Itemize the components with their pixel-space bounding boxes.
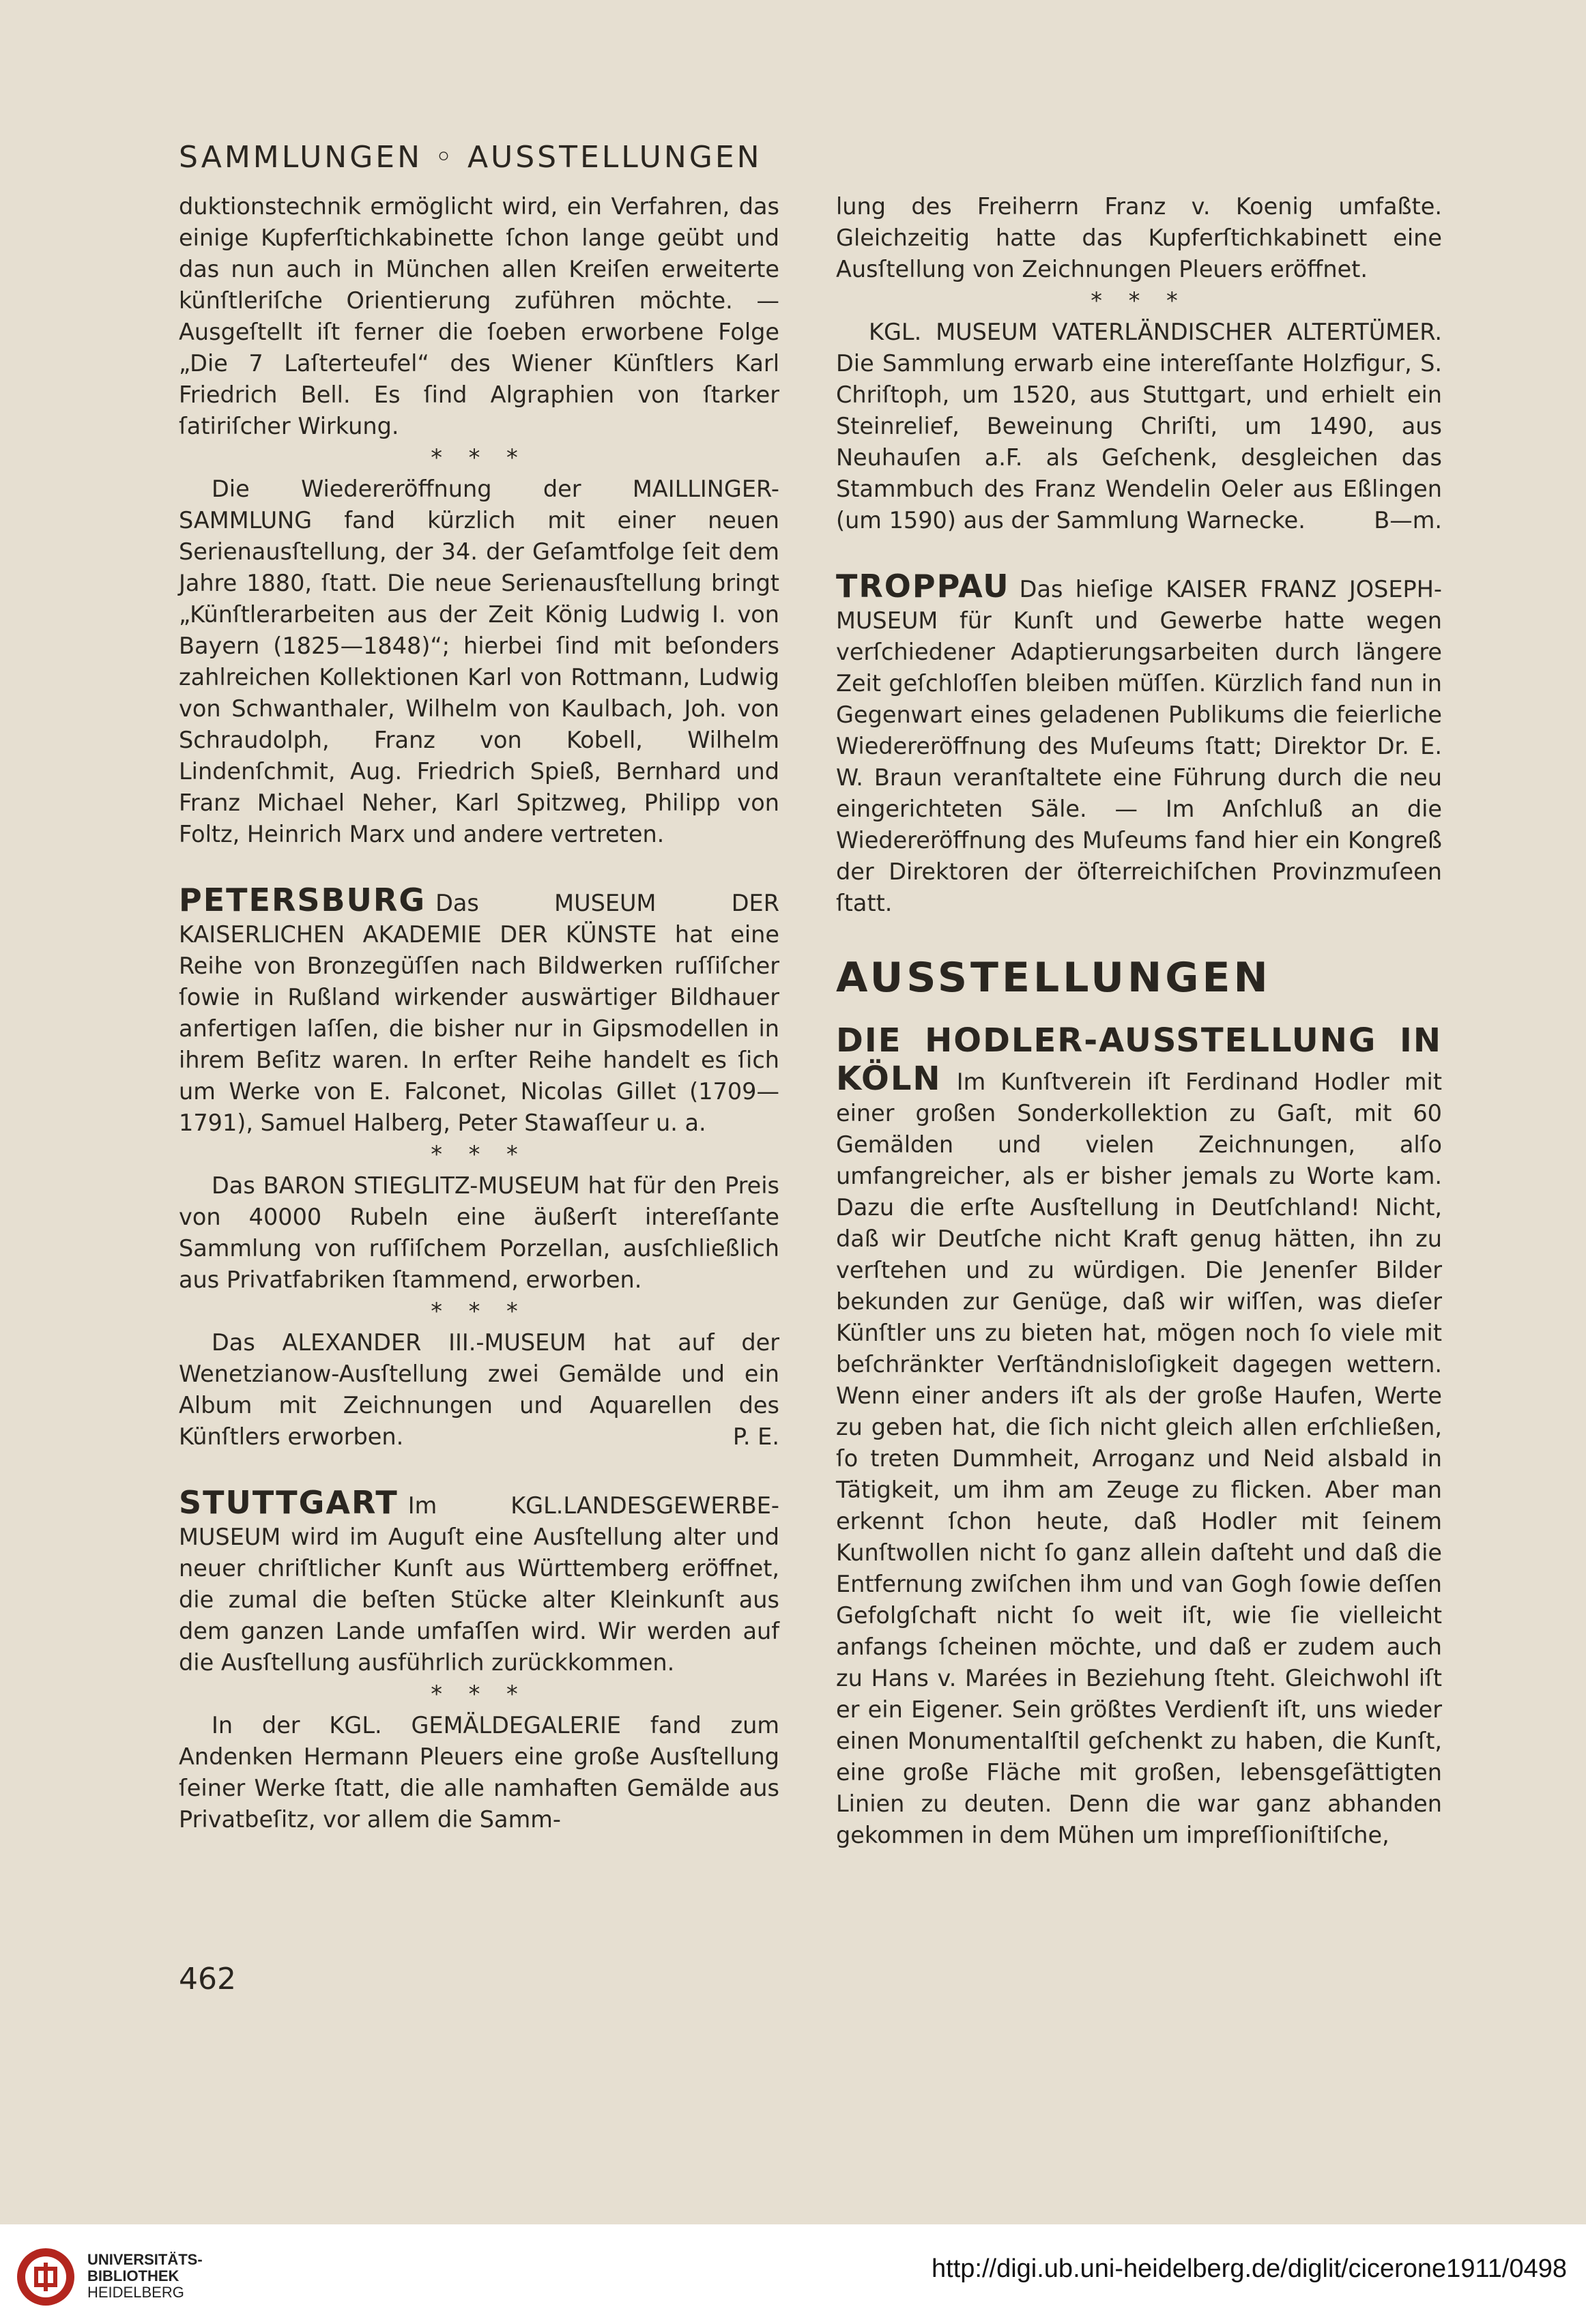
news-item-stuttgart [179,1484,779,1679]
news-text: Im KGL.LANDESGEWERBE-MUSEUM wird im Auguſt eine Ausſtellung alter und neuer chriſtlicher Kunſt aus Württemberg eröffnet, die zumal die beſten Stücke alter Kleinkunſt aus dem ganzen Lande umfaſſen wird. Wir werden auf die Ausſtellung ausführlich zurückkommen. [179,1492,779,1676]
paragraph: In der KGL. GEMÄLDEGALERIE fand zum Andenken Hermann Pleuers eine große Ausſtellung ſeiner Werke ſtatt, die alle namhaften Gemälde aus Privatbeſitz, vor allem die Samm- [179,1712,779,1833]
university-seal-icon [15,2246,76,2308]
logo-line: BIBLIOTHEK [87,2267,179,2284]
section-divider: * * * [431,1298,528,1324]
paragraph: Das BARON STIEGLITZ-MUSEUM hat für den Preis von 40000 Rubeln eine äußerſt intereſſante Sammlung von ruſſiſchem Porzellan, ausſchließlich aus Privatfabriken ſtammend, erworben. [179,1172,779,1293]
news-item-petersburg [179,884,779,1139]
section-title: AUSSTELLUNGEN [836,954,1271,1002]
section-divider: * * * [431,1141,528,1167]
city-heading: PETERSBURG [179,882,427,918]
section-divider: * * * [431,444,528,471]
news-text: Das MUSEUM DER KAISERLICHEN AKADEMIE DER KÜNSTE hat eine Reihe von Bronzegüſſen nach Bildwerken ruſſiſcher ſowie in Rußland wirkender auswärtiger Bildhauer anfertigen laſſen, die bisher nur in Gipsmodellen in ihrem Beſitz waren. In erſter Reihe handelt es ſich um Werke von E. Falconet, Nicolas Gillet (1709—1791), Samuel Halberg, Peter Stawaſſeur u. a. [179,890,779,1136]
city-heading: STUTTGART [179,1484,399,1521]
running-header: SAMMLUNGEN ◦ AUSSTELLUNGEN [179,140,762,175]
section-divider: * * * [1091,287,1187,314]
source-url-link[interactable]: http://digi.ub.uni-heidelberg.de/diglit/cicerone1911/0498 [932,2254,1567,2283]
paragraph [836,317,1442,536]
paragraph: Die Wiedereröffnung der MAILLINGER-SAMMLUNG fand kürzlich mit einer neuen Serienausſtellung, der 34. der Geſamtfolge ſeit dem Jahre 1880, ſtatt. Die neue Serienausſtellung bringt „Künſtlerarbeiten aus der Zeit König Ludwig I. von Bayern (1825—1848)“; hierbei ſind mit beſonders zahlreichen Kollektionen Karl von Rottmann, Ludwig von Schwanthaler, Wilhelm von Kaulbach, Joh. von Schraudolph, Franz von Kobell, Wilhelm Lindenſchmit, Aug. Friedrich Spieß, Bernhard und Franz Michael Neher, Karl Spitzweg, Philipp von Foltz, Heinrich Marx und andere vertreten. [179,476,779,847]
page-number: 462 [179,1962,236,1996]
article-text: Im Kunſtverein iſt Ferdinand Hodler mit einer großen Sonderkollektion zu Gaſt, mit 60 Gemälden und vielen Zeichnungen, alſo umfangreicher, als er bisher jemals zu Worte kam. Dazu die erſte Ausſtellung in Deutſchland! Nicht, daß wir Deutſche nicht Kraft genug hätten, ihn zu verſtehen und zu würdigen. Die Jenenſer Bilder bekunden zur Genüge, daß wir wiſſen, was dieſer Künſtler uns zu bieten hat, mögen noch ſo viele mit beſchränkter Verſtändnisloſigkeit dagegen wettern. Wenn einer anders iſt als der große Haufen, Werte zu geben hat, die ſich nicht gleich allen erſchließen, ſo treten Dummheit, Arroganz und Neid alsbald in Tätigkeit, um ihm am Zeuge zu flicken. Aber man erkennt ſchon heute, daß Hodler mit ſeinem Kunſtwollen nicht ſo ganz allein daſteht und daß die Entfernung zwiſchen ihm und van Gogh ſowie deſſen Gefolgſchaft nicht ſo weit iſt, wie ſie vielleicht anfangs ſcheinen möchte, und daß er zudem auch zu Hans v. Marées in Beziehung ſteht. Gleichwohl iſt er ein Eigener. Sein größtes Verdienſt iſt, uns wieder einen Monumentalſtil geſchenkt zu haben, die Kunſt, eine große Fläche mit großen, lebensgeſättigten Linien zu deuten. Denn die war ganz abhanden gekommen in dem Mühen um impreſſioniſtiſche, [836,1069,1442,1848]
news-item-troppau [836,570,1442,919]
article-heading: DIE HODLER-AUSSTELLUNG IN KÖLN [836,1021,1442,1098]
author-signature: B—m. [1374,507,1442,534]
paragraph-text: KGL. MUSEUM VATERLÄNDISCHER ALTERTÜMER. Die Sammlung erwarb eine intereſſante Holzfigur, S. Chriſtoph, um 1520, aus Stuttgart, und erhielt ein Steinrelief, Beweinung Chriſti, um 1490, aus Neuhauſen a.F. als Geſchenk, desgleichen das Stammbuch des Franz Wendelin Oeler aus Eßlingen (um 1590) aus der Sammlung Warnecke. [836,319,1442,534]
left-column [179,191,779,1835]
article-hodler [836,1021,1442,1851]
news-text: Das hieſige KAISER FRANZ JOSEPH-MUSEUM für Kunſt und Gewerbe hatte wegen verſchiedener Adaptierungsarbeiten durch längere Zeit geſchloſſen bleiben müſſen. Kürzlich fand nun in Gegenwart eines geladenen Publikums die feierliche Wiedereröffnung des Muſeums ſtatt; Direktor Dr. E. W. Braun veranſtaltete eine Führung durch die neu eingerichteten Säle. — Im Anſchluß an die Wiedereröffnung des Muſeums fand hier ein Kongreß der Direktoren der öſterreichiſchen Provinzmuſeen ſtatt. [836,576,1442,916]
section-divider: * * * [431,1681,528,1707]
logo-line: HEIDELBERG [87,2284,184,2301]
paragraph [179,1327,779,1453]
right-column [836,191,1442,1851]
paragraph-text: Das ALEXANDER III.-MUSEUM hat auf der Wenetzianow-Ausſtellung zwei Gemälde und ein Album mit Zeichnungen und Aquarellen des Künſtlers erworben. [179,1329,779,1450]
library-logo-text [87,2252,203,2301]
paragraph: duktionstechnik ermöglicht wird, ein Verfahren, das einige Kupferſtichkabinette ſchon lange geübt und das nun auch in München allen Kreiſen erweiterte künſtleriſche Orientierung zuführen möchte. — Ausgeſtellt iſt ferner die ſoeben erworbene Folge „Die 7 Laſterteufel“ des Wiener Künſtlers Karl Friedrich Bell. Es ſind Algraphien von ſtarker ſatiriſcher Wirkung. [179,193,779,439]
city-heading: TROPPAU [836,568,1010,605]
author-signature: P. E. [732,1423,779,1450]
paragraph: lung des Freiherrn Franz v. Koenig umfaßte. Gleichzeitig hatte das Kupferſtichkabinett eine Ausſtellung von Zeichnungen Pleuers eröffnet. [836,193,1442,282]
logo-line: UNIVERSITÄTS- [87,2251,203,2268]
